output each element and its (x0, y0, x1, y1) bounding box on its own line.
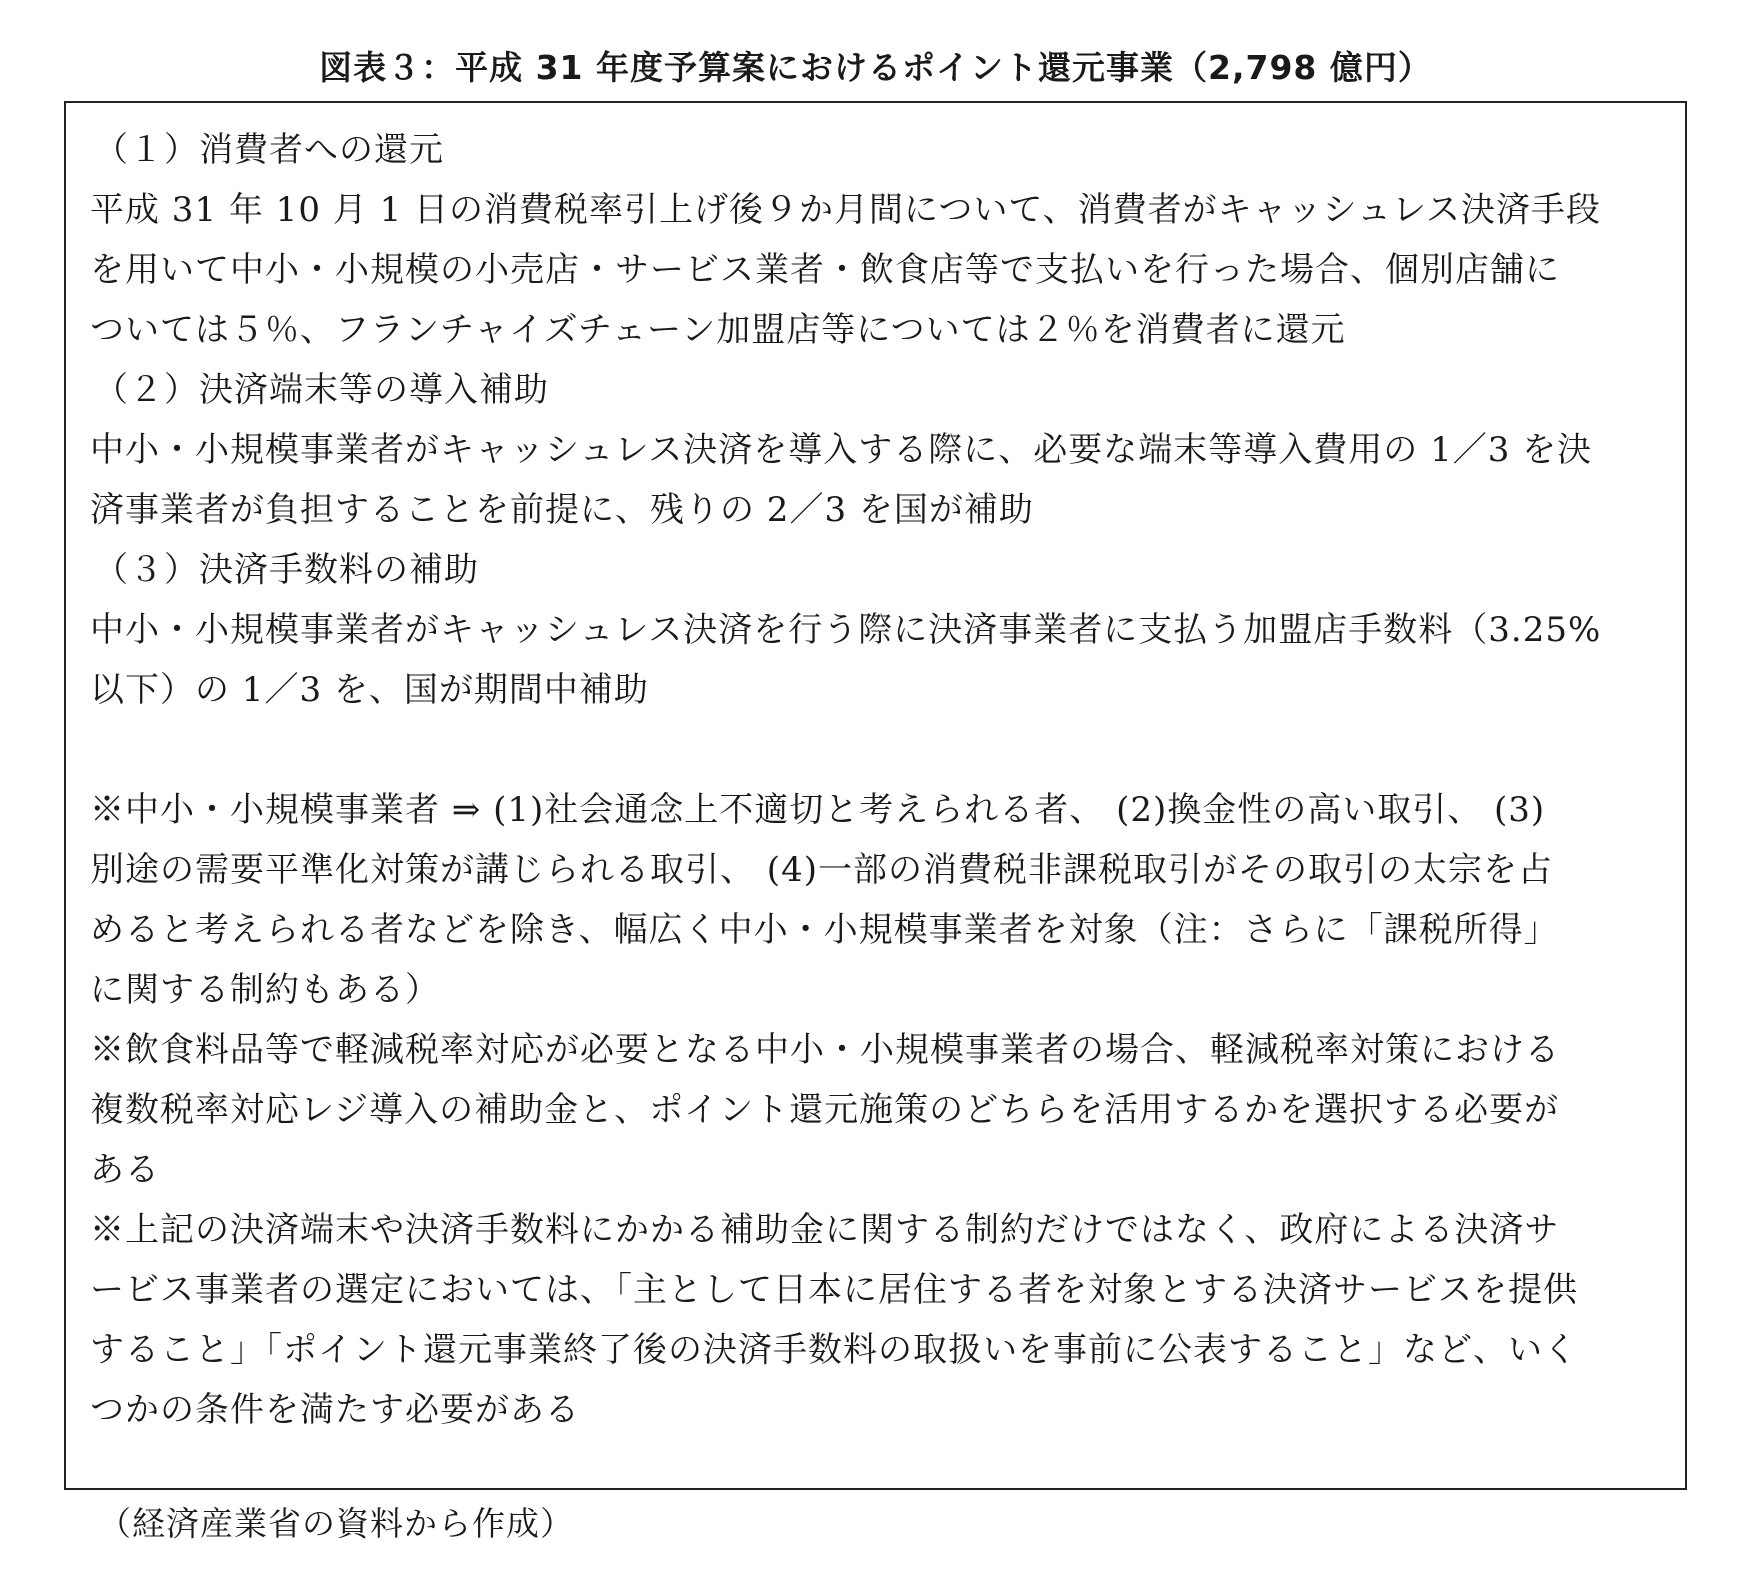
section-text-line: 平成 31 年 10 月 1 日の消費税率引上げ後９か月間について、消費者がキャッシュレス決済手段 (90, 190, 1601, 230)
section-terminal-subsidy (90, 360, 1665, 540)
section-heading: （１）消費者への還元 (94, 130, 444, 170)
note-text-line: 複数税率対応レジ導入の補助金と、ポイント還元施策のどちらを活用するかを選択する必要が (90, 1090, 1560, 1130)
spacer (90, 720, 1665, 780)
section-heading: （２）決済端末等の導入補助 (94, 370, 549, 410)
note-text-line: に関する制約もある） (90, 970, 440, 1010)
note-reduced-tax (90, 1020, 1665, 1200)
note-text-line: ービス事業者の選定においては、「主として日本に居住する者を対象とする決済サービスを提供 (90, 1270, 1578, 1310)
section-fee-subsidy (90, 540, 1665, 720)
section-text-line: 中小・小規模事業者がキャッシュレス決済を行う際に決済事業者に支払う加盟店手数料（3.25% (90, 610, 1602, 650)
section-text-line: ついては５％、フランチャイズチェーン加盟店等については２％を消費者に還元 (90, 310, 1346, 350)
note-text-line: すること」「ポイント還元事業終了後の決済手数料の取扱いを事前に公表すること」など、いく (90, 1330, 1578, 1370)
note-text-line: ある (90, 1150, 160, 1190)
note-text-line: ※飲食料品等で軽減税率対応が必要となる中小・小規模事業者の場合、軽減税率対策における (90, 1030, 1560, 1070)
section-text-line: を用いて中小・小規模の小売店・サービス業者・飲食店等で支払いを行った場合、個別店舗に (90, 250, 1560, 290)
note-text-line: 別途の需要平準化対策が講じられる取引、 (4)一部の消費税非課税取引がその取引の太宗を占 (90, 850, 1553, 890)
section-text-line: 中小・小規模事業者がキャッシュレス決済を導入する際に、必要な端末等導入費用の 1／3 を決 (90, 430, 1593, 470)
note-text-line: ※上記の決済端末や決済手数料にかかる補助金に関する制約だけではなく、政府による決済サ (90, 1210, 1560, 1250)
box-content (90, 120, 1665, 1440)
source-note: （経済産業省の資料から作成） (98, 1504, 574, 1543)
section-consumer-rebate (90, 120, 1665, 360)
figure-title: 図表３：平成 31 年度予算案におけるポイント還元事業（2,798 億円） (319, 48, 1432, 87)
note-small-business (90, 780, 1665, 1020)
note-text-line: ※中小・小規模事業者 ⇒ (1)社会通念上不適切と考えられる者、 (2)換金性の高い取引、 (3) (90, 790, 1546, 830)
note-payment-provider (90, 1200, 1665, 1440)
note-text-line: めると考えられる者などを除き、幅広く中小・小規模事業者を対象（注：さらに「課税所得」 (90, 910, 1559, 950)
section-heading: （３）決済手数料の補助 (94, 550, 479, 590)
section-text-line: 以下）の 1／3 を、国が期間中補助 (90, 670, 649, 710)
section-text-line: 済事業者が負担することを前提に、残りの 2／3 を国が補助 (90, 490, 1034, 530)
note-text-line: つかの条件を満たす必要がある (90, 1390, 580, 1430)
